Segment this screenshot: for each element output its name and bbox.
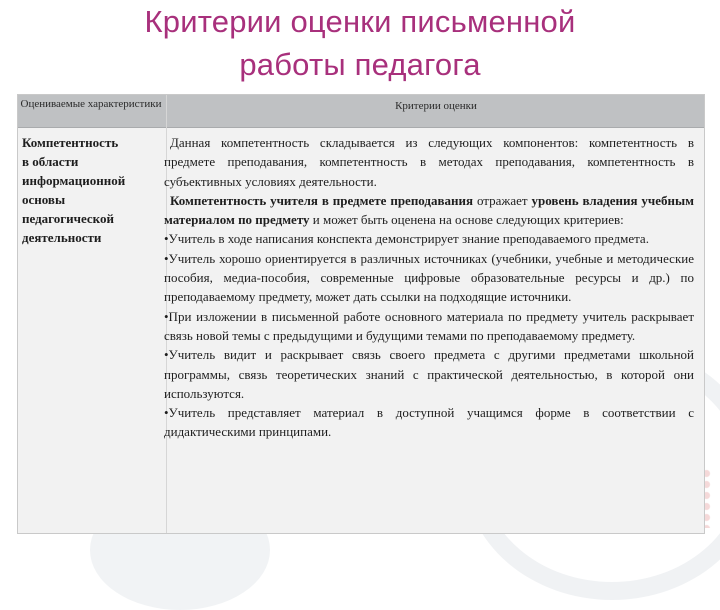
intro-paragraph: Данная компетентность складывается из следующих компонентов: компетентность в предмете преподавания, компетентность в методах преподавания, компетентность в субъективных условиях деятельности. <box>164 135 694 189</box>
emphasis-paragraph <box>164 191 694 230</box>
header-criteria: Критерии оценки <box>395 100 477 112</box>
slide-title <box>0 0 720 86</box>
header-characteristics: Оцениваемые характеристики <box>20 98 162 110</box>
criterion-item: •Учитель хорошо ориентируется в различных источниках (учебники, учебные и методические пособия, медиа-пособия, современные цифровые образовательные ресурсы и др.) по преподаваемому предмету, может дать ссылки на подходящие источники. <box>164 250 694 305</box>
emphasis-mid: отражает <box>473 192 532 208</box>
criteria-table <box>17 94 705 534</box>
emphasis-bold-b: уровень владения учебным материалом по предмету <box>164 192 694 228</box>
criterion-item: •Учитель представляет материал в доступной учащимся форме в соответствии с дидактическими принципами. <box>164 405 694 440</box>
criterion-item: •Учитель видит и раскрывает связь своего предмета с другими предметами школьной программы, связь теоретических знаний с практической деятельностью, в которой они используются. <box>164 347 694 401</box>
characteristic-cell: Компетентность в области информационной основы педагогической деятельности <box>22 135 126 245</box>
table-header <box>18 95 704 128</box>
slide-title-line-1: Критерии оценки письменной <box>144 4 576 39</box>
emphasis-bold-a: Компетентность учителя в предмете преподавания <box>170 192 474 208</box>
emphasis-tail: и может быть оценена на основе следующих критериев: <box>309 212 624 228</box>
criteria-cell <box>164 133 694 442</box>
criterion-item: •Учитель в ходе написания конспекта демонстрирует знание преподаваемого предмета. <box>164 231 649 247</box>
slide-title-line-2: работы педагога <box>239 47 481 82</box>
criterion-item: •При изложении в письменной работе основного материала по предмету учитель раскрывает связь новой темы с предыдущими и будущими темами по преподаваемому предмету. <box>164 308 694 343</box>
